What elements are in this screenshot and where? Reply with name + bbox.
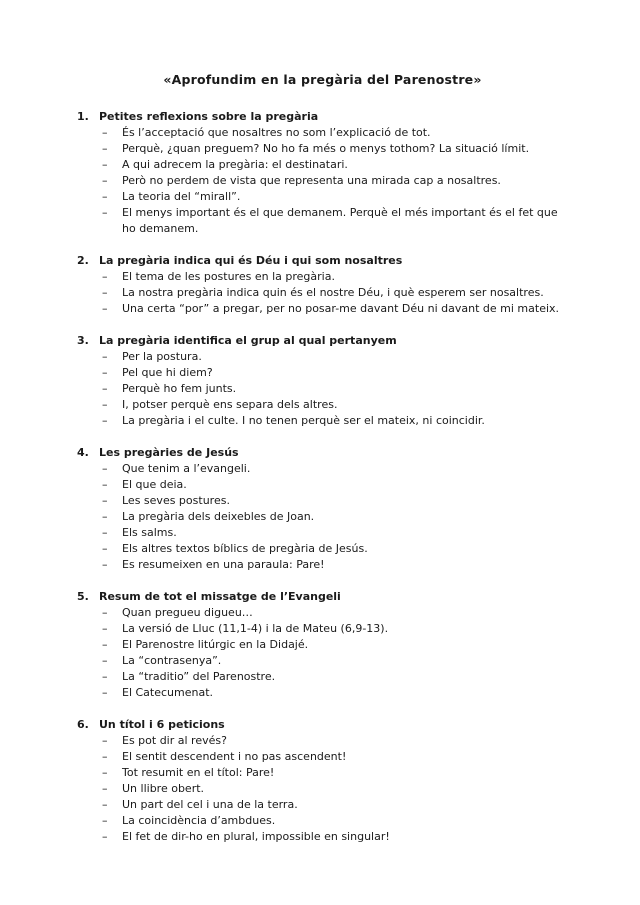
- list-item: [102, 397, 568, 413]
- section-heading-row: [77, 445, 568, 461]
- list-item: [102, 605, 568, 621]
- section-heading-row: [77, 589, 568, 605]
- outline-section: [77, 253, 568, 317]
- outline-section: [77, 717, 568, 845]
- list-item: [102, 653, 568, 669]
- list-item-text: És l’acceptació que nosaltres no som l’explicació de tot.: [122, 126, 431, 139]
- bullet-dash: –: [102, 558, 108, 571]
- section-heading: Petites reflexions sobre la pregària: [99, 110, 319, 123]
- list-item-text: Un llibre obert.: [122, 782, 205, 795]
- list-item: [102, 781, 568, 797]
- list-item: [102, 669, 568, 685]
- section-number: 4.: [77, 446, 89, 459]
- list-item-text: El menys important és el que demanem. Perquè el més important és el fet que ho demanem.: [122, 206, 558, 235]
- document-title: «Aprofundim en la pregària del Parenostre»: [163, 72, 482, 87]
- list-item-text: Perquè, ¿quan preguem? No ho fa més o menys tothom? La situació límit.: [122, 142, 530, 155]
- list-item-text: La coincidència d’ambdues.: [122, 814, 276, 827]
- list-item-text: El fet de dir-ho en plural, impossible en singular!: [122, 830, 390, 843]
- section-heading: La pregària indica qui és Déu i qui som nosaltres: [99, 254, 403, 267]
- list-item-text: La “traditio” del Parenostre.: [122, 670, 276, 683]
- bullet-dash: –: [102, 766, 108, 779]
- sections-container: [77, 109, 568, 845]
- bullet-dash: –: [102, 750, 108, 763]
- section-number: 1.: [77, 110, 89, 123]
- bullet-dash: –: [102, 126, 108, 139]
- list-item-text: La pregària i el culte. I no tenen perquè ser el mateix, ni coincidir.: [122, 414, 485, 427]
- bullet-dash: –: [102, 398, 108, 411]
- list-item-text: Pel que hi diem?: [122, 366, 213, 379]
- list-item: [102, 285, 568, 301]
- list-item-text: El que deia.: [122, 478, 187, 491]
- list-item-text: I, potser perquè ens separa dels altres.: [122, 398, 338, 411]
- list-item: [102, 173, 568, 189]
- list-item-text: El tema de les postures en la pregària.: [122, 270, 335, 283]
- bullet-dash: –: [102, 270, 108, 283]
- list-item: [102, 749, 568, 765]
- list-item: [102, 349, 568, 365]
- section-number: 3.: [77, 334, 89, 347]
- bullet-dash: –: [102, 142, 108, 155]
- bullet-dash: –: [102, 734, 108, 747]
- bullet-dash: –: [102, 782, 108, 795]
- bullet-dash: –: [102, 638, 108, 651]
- list-item: [102, 141, 568, 157]
- list-item-text: Perquè ho fem junts.: [122, 382, 237, 395]
- list-item: [102, 813, 568, 829]
- outline-section: [77, 333, 568, 429]
- list-item-text: La “contrasenya”.: [122, 654, 222, 667]
- bullet-dash: –: [102, 366, 108, 379]
- list-item: [102, 381, 568, 397]
- section-heading-row: [77, 253, 568, 269]
- list-item: [102, 541, 568, 557]
- list-item-text: El Parenostre litúrgic en la Didajé.: [122, 638, 309, 651]
- section-heading: Les pregàries de Jesús: [99, 446, 239, 459]
- list-item-text: La versió de Lluc (11,1-4) i la de Mateu (6,9-13).: [122, 622, 389, 635]
- list-item-text: Les seves postures.: [122, 494, 230, 507]
- list-item-text: Es pot dir al revés?: [122, 734, 227, 747]
- list-item: [102, 797, 568, 813]
- bullet-dash: –: [102, 542, 108, 555]
- list-item: [102, 269, 568, 285]
- bullet-dash: –: [102, 190, 108, 203]
- bullet-dash: –: [102, 158, 108, 171]
- bullet-dash: –: [102, 478, 108, 491]
- list-item: [102, 365, 568, 381]
- list-item: [102, 685, 568, 701]
- list-item: [102, 413, 568, 429]
- list-item-text: Un part del cel i una de la terra.: [122, 798, 298, 811]
- section-heading-row: [77, 333, 568, 349]
- bullet-dash: –: [102, 286, 108, 299]
- bullet-dash: –: [102, 526, 108, 539]
- list-item-text: Però no perdem de vista que representa una mirada cap a nosaltres.: [122, 174, 501, 187]
- outline-section: [77, 109, 568, 237]
- list-item-text: Tot resumit en el títol: Pare!: [122, 766, 275, 779]
- section-number: 6.: [77, 718, 89, 731]
- list-item-text: A qui adrecem la pregària: el destinatari.: [122, 158, 348, 171]
- list-item-text: Que tenim a l’evangeli.: [122, 462, 251, 475]
- list-item: [102, 477, 568, 493]
- bullet-dash: –: [102, 206, 108, 219]
- outline-section: [77, 445, 568, 573]
- section-number: 2.: [77, 254, 89, 267]
- list-item: [102, 509, 568, 525]
- list-item: [102, 189, 568, 205]
- list-item: [102, 461, 568, 477]
- list-item: [102, 557, 568, 573]
- list-item-text: El Catecumenat.: [122, 686, 214, 699]
- list-item-text: La nostra pregària indica quin és el nostre Déu, i què esperem ser nosaltres.: [122, 286, 544, 299]
- list-item: [102, 525, 568, 541]
- outline-section: [77, 589, 568, 701]
- bullet-dash: –: [102, 302, 108, 315]
- section-heading: Un títol i 6 peticions: [99, 718, 225, 731]
- list-item-text: El sentit descendent i no pas ascendent!: [122, 750, 347, 763]
- bullet-dash: –: [102, 606, 108, 619]
- bullet-dash: –: [102, 174, 108, 187]
- section-heading: La pregària identifica el grup al qual pertanyem: [99, 334, 397, 347]
- list-item-text: Els altres textos bíblics de pregària de Jesús.: [122, 542, 368, 555]
- bullet-dash: –: [102, 510, 108, 523]
- section-heading-row: [77, 717, 568, 733]
- bullet-dash: –: [102, 798, 108, 811]
- list-item-text: Quan pregueu digueu…: [122, 606, 253, 619]
- bullet-dash: –: [102, 830, 108, 843]
- list-item: [102, 621, 568, 637]
- list-item: [102, 205, 568, 237]
- bullet-dash: –: [102, 350, 108, 363]
- list-item-text: Una certa “por” a pregar, per no posar-me davant Déu ni davant de mi mateix.: [122, 302, 560, 315]
- list-item: [102, 733, 568, 749]
- bullet-dash: –: [102, 670, 108, 683]
- list-item-text: Els salms.: [122, 526, 177, 539]
- list-item: [102, 829, 568, 845]
- list-item-text: La teoria del “mirall”.: [122, 190, 241, 203]
- list-item: [102, 637, 568, 653]
- list-item: [102, 493, 568, 509]
- bullet-dash: –: [102, 494, 108, 507]
- bullet-dash: –: [102, 462, 108, 475]
- section-heading-row: [77, 109, 568, 125]
- bullet-dash: –: [102, 414, 108, 427]
- list-item: [102, 301, 568, 317]
- bullet-dash: –: [102, 814, 108, 827]
- list-item-text: La pregària dels deixebles de Joan.: [122, 510, 315, 523]
- section-number: 5.: [77, 590, 89, 603]
- list-item-text: Per la postura.: [122, 350, 202, 363]
- list-item: [102, 765, 568, 781]
- list-item-text: Es resumeixen en una paraula: Pare!: [122, 558, 325, 571]
- list-item: [102, 157, 568, 173]
- bullet-dash: –: [102, 382, 108, 395]
- list-item: [102, 125, 568, 141]
- bullet-dash: –: [102, 622, 108, 635]
- bullet-dash: –: [102, 686, 108, 699]
- section-heading: Resum de tot el missatge de l’Evangeli: [99, 590, 341, 603]
- bullet-dash: –: [102, 654, 108, 667]
